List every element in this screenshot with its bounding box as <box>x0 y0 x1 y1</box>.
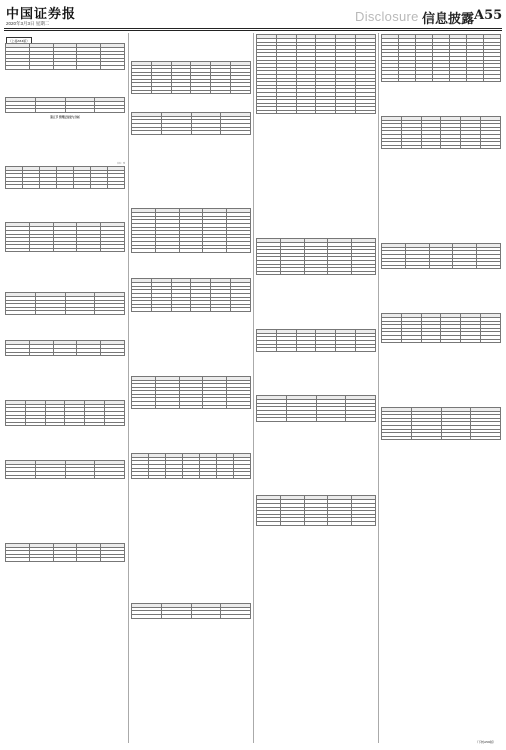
body-text <box>131 137 251 207</box>
body-text <box>256 528 376 638</box>
newspaper-logo: 中国证券报 <box>6 7 77 22</box>
page-number: A55 <box>474 8 503 23</box>
data-table <box>256 495 376 525</box>
body-text <box>5 120 125 160</box>
body-text <box>5 254 125 290</box>
data-table <box>256 34 376 114</box>
data-table <box>5 222 125 252</box>
data-table <box>131 278 251 312</box>
body-text <box>131 255 251 277</box>
body-text <box>131 621 251 721</box>
section-heading: 第五节 管理层讨论与分析 <box>50 115 80 119</box>
data-table <box>381 243 501 270</box>
data-table <box>5 460 125 479</box>
body-text <box>256 277 376 327</box>
data-table <box>131 376 251 410</box>
body-text <box>381 84 501 114</box>
text-column-1 <box>5 42 125 742</box>
text-column-3 <box>256 33 376 743</box>
body-text <box>5 317 125 339</box>
body-text <box>381 271 501 311</box>
body-text <box>381 442 501 592</box>
data-table <box>256 238 376 275</box>
body-text <box>131 314 251 374</box>
body-text <box>131 411 251 451</box>
newspaper-masthead <box>0 0 506 30</box>
body-text <box>5 481 125 541</box>
data-table <box>131 603 251 619</box>
continued-on-label: （下转A56版） <box>475 740 496 744</box>
body-text <box>381 151 501 241</box>
body-text <box>5 428 125 458</box>
data-table <box>5 97 125 113</box>
body-text <box>5 564 125 644</box>
body-text <box>5 72 125 96</box>
data-table <box>131 112 251 135</box>
issue-date: 2020年3月3日 星期二 <box>6 21 50 26</box>
column-divider <box>378 33 379 743</box>
data-table <box>256 395 376 422</box>
data-table <box>5 340 125 356</box>
data-table <box>381 34 501 82</box>
data-table <box>5 543 125 562</box>
data-table <box>131 208 251 253</box>
body-text <box>256 116 376 236</box>
text-column-2 <box>131 33 251 743</box>
body-text <box>5 358 125 398</box>
data-table <box>5 292 125 315</box>
data-table <box>131 453 251 480</box>
data-table <box>381 407 501 441</box>
data-table <box>381 313 501 343</box>
body-text <box>131 96 251 110</box>
continued-from-badge: （上接A54版） <box>6 37 32 44</box>
section-title: 信息披露 <box>422 12 475 27</box>
data-table <box>5 166 125 189</box>
body-text <box>256 424 376 494</box>
body-text <box>131 481 251 601</box>
data-table <box>5 400 125 427</box>
column-divider <box>128 33 129 743</box>
section-label-english: Disclosure <box>355 9 419 24</box>
body-text <box>131 33 251 59</box>
data-table <box>381 116 501 150</box>
data-table <box>131 61 251 95</box>
body-text <box>5 191 125 221</box>
data-table <box>256 329 376 352</box>
unit-label: 单位：元 <box>116 162 125 165</box>
data-table <box>5 43 125 70</box>
body-text <box>256 354 376 394</box>
column-divider <box>253 33 254 743</box>
text-column-4 <box>381 33 501 743</box>
body-text <box>381 345 501 405</box>
